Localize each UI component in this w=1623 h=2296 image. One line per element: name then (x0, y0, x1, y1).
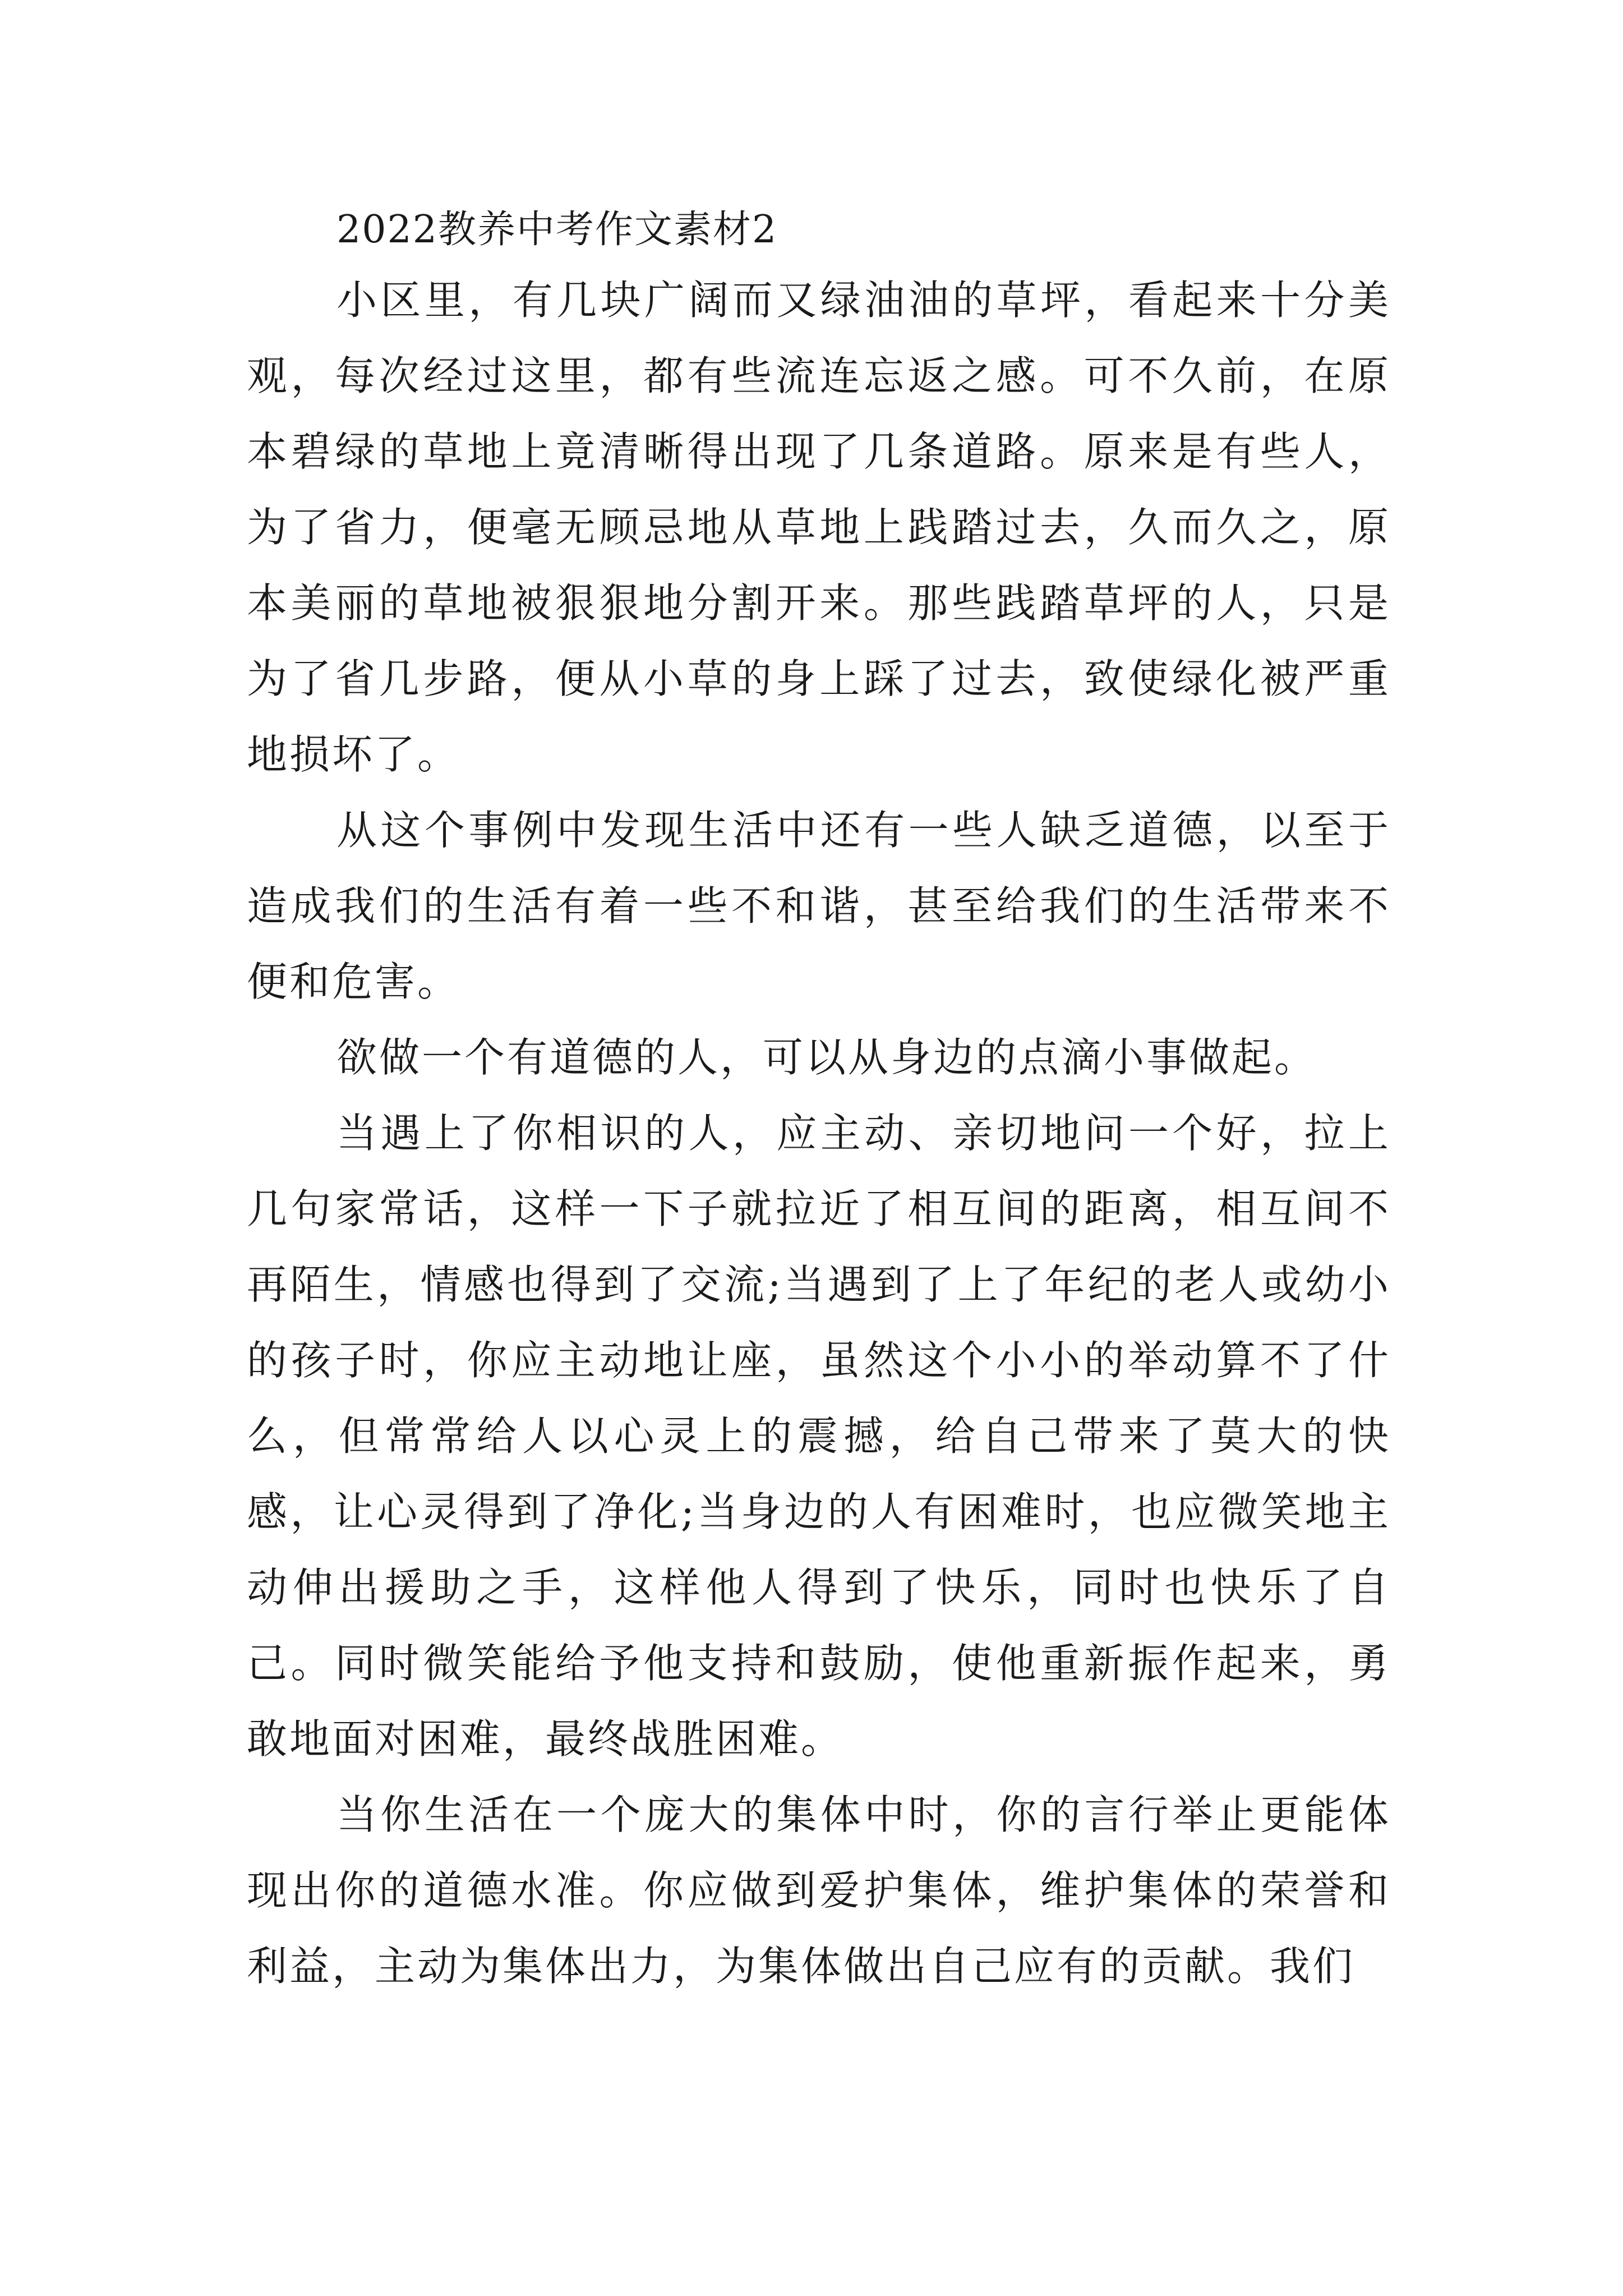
paragraph-5: 当你生活在一个庞大的集体中时，你的言行举止更能体现出你的道德水准。你应做到爱护集体，维护集体的荣誉和利益，主动为集体出力，为集体做出自己应有的贡献。我们 (247, 1791, 1391, 1990)
document-body (247, 202, 1391, 2004)
paragraph-3: 欲做一个有道德的人，可以从身边的点滴小事做起。 (336, 1034, 1317, 1081)
paragraph-2: 从这个事例中发现生活中还有一些人缺乏道德，以至于造成我们的生活有着一些不和谐，甚至给我们的生活带来不便和危害。 (247, 807, 1391, 1005)
document-title: 2022教养中考作文素材2 (336, 208, 778, 252)
paragraph-1: 小区里，有几块广阔而又绿油油的草坪，看起来十分美观，每次经过这里，都有些流连忘返之感。可不久前，在原本碧绿的草地上竟清晰得出现了几条道路。原来是有些人，为了省力，便毫无顾忌地从草地上践踏过去，久而久之，原本美丽的草地被狠狠地分割开来。那些践踏草坪的人，只是为了省几步路，便从小草的身上踩了过去，致使绿化被严重地损坏了。 (247, 277, 1391, 778)
paragraph-4: 当遇上了你相识的人，应主动、亲切地问一个好，拉上几句家常话，这样一下子就拉近了相互间的距离，相互间不再陌生，情感也得到了交流;当遇到了上了年纪的老人或幼小的孩子时，你应主动地让座，虽然这个小小的举动算不了什么，但常常给人以心灵上的震撼，给自己带来了莫大的快感，让心灵得到了净化;当身边的人有困难时，也应微笑地主动伸出援助之手，这样他人得到了快乐，同时也快乐了自己。同时微笑能给予他支持和鼓励，使他重新振作起来，勇敢地面对困难，最终战胜困难。 (247, 1110, 1391, 1763)
